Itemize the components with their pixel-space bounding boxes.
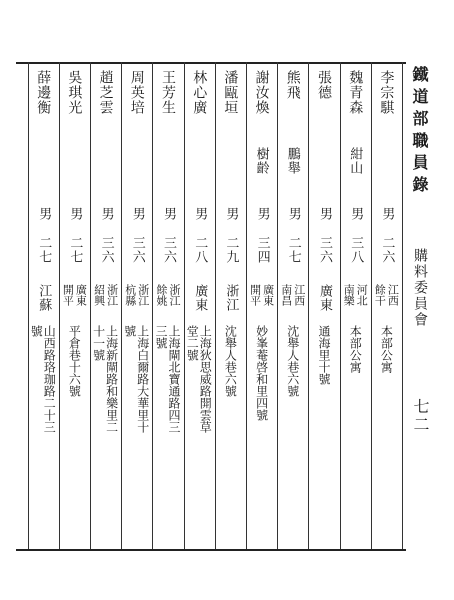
page-number: 七二 — [411, 398, 430, 434]
staff-gender: 男 — [379, 207, 395, 221]
staff-age: 二七 — [285, 236, 301, 264]
staff-name: 薛邊衡 — [35, 70, 52, 115]
staff-address: 沈舉人巷六號 — [285, 325, 300, 397]
staff-name: 吳琪光 — [66, 70, 83, 115]
staff-courtesy-name: 鵬舉 — [284, 147, 300, 175]
column-rule — [184, 62, 185, 549]
staff-province: 廣東 — [74, 284, 88, 306]
staff-name: 魏青森 — [347, 70, 364, 115]
staff-province: 江西 — [292, 284, 306, 306]
department-name: 購料委員會 — [412, 248, 428, 328]
column-rule — [402, 62, 403, 549]
staff-gender: 男 — [317, 207, 332, 221]
staff-address-cont: 堂二號 — [185, 325, 200, 361]
staff-province: 廣東 — [317, 284, 332, 312]
staff-address: 本部公寓 — [379, 325, 394, 373]
staff-courtesy-name: 紺山 — [347, 147, 363, 175]
staff-gender: 男 — [129, 207, 145, 221]
staff-county: 餘干 — [373, 284, 387, 306]
staff-age: 三六 — [129, 236, 145, 264]
staff-age: 二九 — [223, 236, 239, 264]
column-rule — [340, 62, 341, 549]
staff-gender: 男 — [192, 207, 208, 221]
column-rule — [59, 62, 60, 549]
staff-province: 廣東 — [192, 284, 208, 312]
staff-address-cont: 十一號 — [91, 325, 106, 361]
staff-gender: 男 — [67, 207, 83, 221]
staff-province: 浙江 — [168, 284, 181, 306]
staff-age: 三六 — [161, 236, 176, 264]
column-rule — [121, 62, 122, 549]
staff-gender: 男 — [348, 207, 364, 221]
staff-age: 三六 — [317, 236, 332, 264]
staff-address: 上海閘北寶通路四三 — [167, 325, 181, 433]
staff-address: 通海里十號 — [317, 325, 331, 385]
staff-province: 江蘇 — [36, 284, 52, 312]
staff-name: 林心廣 — [191, 70, 208, 115]
staff-province: 江西 — [386, 284, 400, 306]
staff-province: 浙江 — [136, 284, 150, 306]
staff-age: 二七 — [67, 236, 83, 264]
staff-name: 謝汝煥 — [253, 70, 270, 115]
column-rule — [308, 62, 309, 549]
staff-address: 本部公寓 — [348, 325, 363, 373]
column-rule — [90, 62, 91, 549]
staff-address: 上海狄思威路開雲草 — [198, 325, 213, 433]
staff-gender: 男 — [161, 207, 176, 221]
staff-gender: 男 — [254, 207, 270, 221]
staff-gender: 男 — [98, 207, 114, 221]
column-rule — [371, 62, 372, 549]
column-rule — [246, 62, 247, 549]
staff-name: 周英培 — [128, 70, 145, 115]
staff-age: 二六 — [379, 236, 395, 264]
column-rule — [152, 62, 153, 549]
column-rule — [277, 62, 278, 549]
staff-county: 南樂 — [342, 284, 356, 306]
staff-province: 廣東 — [261, 284, 275, 306]
staff-courtesy-name: 樹齡 — [253, 147, 269, 175]
staff-gender: 男 — [223, 207, 239, 221]
staff-name: 李宗騏 — [378, 70, 395, 115]
staff-province: 河北 — [355, 284, 369, 306]
staff-age: 三四 — [254, 236, 270, 264]
staff-address-cont: 號 — [29, 325, 44, 337]
staff-age: 二七 — [36, 236, 52, 264]
staff-name: 王芳生 — [160, 70, 176, 115]
staff-address: 沈舉人巷六號 — [223, 325, 238, 397]
staff-age: 三六 — [98, 236, 114, 264]
staff-county: 餘姚 — [155, 284, 168, 306]
staff-name: 趙芝雲 — [97, 70, 114, 115]
staff-address: 上海新閘路和樂里二 — [104, 325, 119, 433]
staff-county: 開平 — [61, 284, 75, 306]
staff-address-cont: 號 — [122, 325, 137, 337]
staff-county: 南昌 — [279, 284, 293, 306]
staff-age: 三八 — [348, 236, 364, 264]
staff-gender: 男 — [285, 207, 301, 221]
staff-county: 紹興 — [92, 284, 106, 306]
staff-county: 開平 — [248, 284, 262, 306]
column-rule — [28, 62, 29, 549]
staff-address: 上海白爾路大華里十 — [135, 325, 150, 433]
staff-address: 平倉巷十六號 — [67, 325, 82, 397]
staff-address: 山西路珞珈路二十三 — [42, 325, 57, 433]
staff-name: 張德 — [316, 70, 332, 100]
staff-address-cont: 三號 — [154, 325, 168, 349]
staff-county: 杭縣 — [123, 284, 137, 306]
staff-province: 浙江 — [105, 284, 119, 306]
staff-name: 潘甌垣 — [222, 70, 239, 115]
staff-age: 二八 — [192, 236, 208, 264]
staff-name: 熊飛 — [284, 70, 301, 100]
staff-address: 妙峯菴啓和里四號 — [254, 325, 269, 421]
document-title: 鐵道部職員錄 — [410, 66, 429, 198]
table-frame — [16, 62, 406, 551]
staff-province: 浙江 — [223, 284, 239, 312]
column-rule — [215, 62, 216, 549]
staff-gender: 男 — [36, 207, 52, 221]
